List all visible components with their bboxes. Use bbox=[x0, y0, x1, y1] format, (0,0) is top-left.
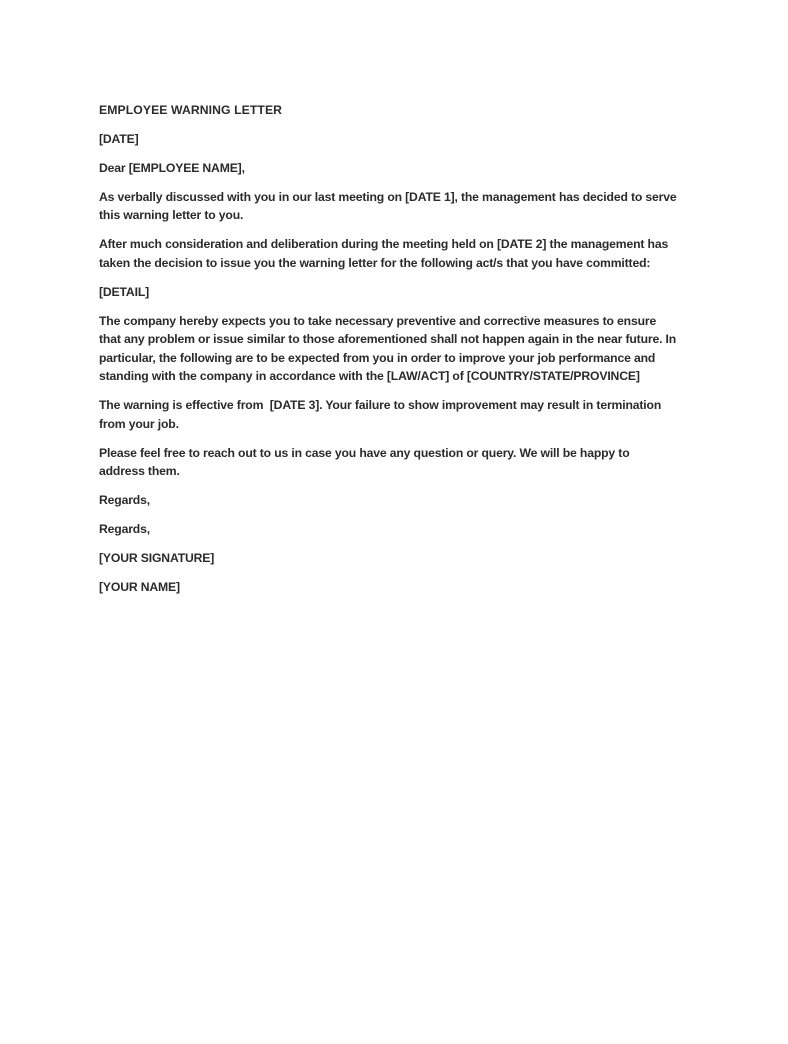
closing-regards-first: Regards, bbox=[99, 493, 150, 508]
paragraph-intro: As verbally discussed with you in our last meeting on [DATE 1], the management has decided to serve this warning letter to you. bbox=[99, 189, 680, 223]
detail-placeholder: [DETAIL] bbox=[99, 284, 150, 299]
date-placeholder: [DATE] bbox=[99, 131, 139, 146]
paragraph-effective-date: The warning is effective from [DATE 3]. Your failure to show improvement may result in termination from your job. bbox=[99, 398, 665, 431]
name-placeholder: [YOUR NAME] bbox=[99, 579, 180, 594]
letter-heading: EMPLOYEE WARNING LETTER bbox=[99, 103, 283, 117]
closing-regards-second: Regards, bbox=[99, 522, 150, 537]
signature-placeholder: [YOUR SIGNATURE] bbox=[99, 550, 215, 565]
letter-body bbox=[99, 101, 678, 596]
paragraph-contact: Please feel free to reach out to us in case you have any question or query. We will be happy to address them. bbox=[99, 445, 633, 479]
paragraph-expectations: The company hereby expects you to take necessary preventive and corrective measures to ensure that any problem or issue similar to those aforementioned shall not happen again in the near future. In particular, the following are to be expected from you in order to improve your job performance and standing with the company in accordance with the [LAW/ACT] of [COUNTRY/STATE/PROVINCE] bbox=[99, 313, 680, 384]
salutation-line: Dear [EMPLOYEE NAME], bbox=[99, 160, 245, 175]
paragraph-decision: After much consideration and deliberation during the meeting held on [DATE 2] the management has taken the decision to issue you the warning letter for the following act/s that you have committed: bbox=[99, 237, 672, 270]
